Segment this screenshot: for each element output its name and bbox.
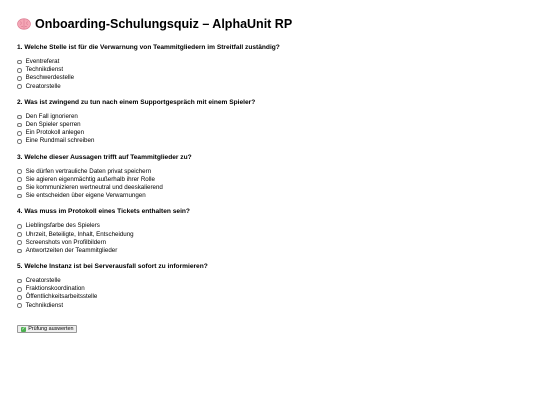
question-text: 2. Was ist zwingend zu tun nach einem Supportgespräch mit einem Spieler? [17, 98, 256, 106]
answer-option[interactable] [17, 192, 527, 200]
answer-label: Screenshots von Profilbildern [25, 238, 107, 246]
answer-label: Ein Protokoll anlegen [25, 129, 85, 137]
radio-button[interactable] [17, 240, 22, 245]
radio-button[interactable] [17, 115, 22, 120]
radio-button[interactable] [17, 295, 22, 300]
question-5 [17, 262, 527, 310]
radio-button[interactable] [17, 76, 22, 81]
answer-option[interactable] [17, 74, 527, 82]
answer-label: Creatorstelle [25, 277, 61, 285]
answer-option[interactable] [17, 293, 527, 301]
radio-button[interactable] [17, 123, 22, 128]
radio-button[interactable] [17, 139, 22, 144]
radio-button[interactable] [17, 177, 22, 182]
submit-button[interactable] [17, 325, 77, 333]
question-text: 1. Welche Stelle ist für die Verwarnung von Teammitgliedern im Streitfall zuständig? [17, 44, 280, 51]
answer-label: Uhrzeit, Beteiligte, Inhalt, Entscheidung [25, 230, 134, 238]
radio-button[interactable] [17, 60, 22, 65]
radio-button[interactable] [17, 84, 22, 89]
answer-label: Creatorstelle [25, 82, 61, 90]
question-text: 3. Welche dieser Aussagen trifft auf Teammitglieder zu? [17, 153, 192, 161]
answer-label: Sie dürfen vertrauliche Daten privat speichern [25, 167, 152, 175]
answer-label: Den Fall ignorieren [25, 112, 78, 120]
radio-button[interactable] [17, 186, 22, 191]
answer-label: Technikdienst [25, 66, 64, 74]
page-title: Onboarding-Schulungsquiz – AlphaUnit RP [35, 17, 293, 31]
answer-option[interactable] [17, 137, 527, 145]
radio-button[interactable] [17, 131, 22, 136]
answer-option[interactable] [17, 66, 527, 74]
answer-label: Öffentlichkeitsarbeitsstelle [25, 293, 98, 301]
answer-option[interactable] [17, 230, 527, 238]
answer-option[interactable] [17, 113, 527, 121]
header [17, 14, 527, 34]
answer-option[interactable] [17, 222, 527, 230]
answer-label: Sie agieren eigenmächtig außerhalb ihrer Rolle [25, 175, 155, 183]
radio-button[interactable] [17, 287, 22, 292]
radio-button[interactable] [17, 169, 22, 174]
question-4 [17, 207, 527, 255]
answer-option[interactable] [17, 121, 527, 129]
answer-option[interactable] [17, 302, 527, 310]
radio-button[interactable] [17, 303, 22, 308]
answer-label: Sie entscheiden über eigene Verwarnungen [25, 192, 146, 200]
answer-label: Den Spieler sperren [25, 121, 81, 129]
answer-label: Eine Rundmail schreiben [25, 137, 95, 145]
question-2 [17, 98, 527, 146]
radio-button[interactable] [17, 232, 22, 237]
question-1 [17, 43, 527, 91]
answer-option[interactable] [17, 168, 527, 176]
answer-option[interactable] [17, 129, 527, 137]
radio-button[interactable] [17, 194, 22, 199]
question-3 [17, 153, 527, 201]
answer-option[interactable] [17, 239, 527, 247]
answer-option[interactable] [17, 277, 527, 285]
checkmark-icon: ✓ [21, 325, 26, 332]
questions-list [17, 43, 527, 310]
quiz-page [17, 14, 527, 335]
question-text: 4. Was muss im Protokoll eines Tickets enthalten sein? [17, 208, 190, 216]
question-text: 5. Welche Instanz ist bei Serverausfall sofort zu informieren? [17, 263, 208, 270]
answer-option[interactable] [17, 83, 527, 91]
radio-button[interactable] [17, 279, 22, 284]
answer-label: Eventreferat [25, 58, 60, 66]
submit-label: Prüfung auswerten [28, 326, 74, 333]
radio-button[interactable] [17, 249, 22, 254]
answer-option[interactable] [17, 176, 527, 184]
answer-label: Technikdienst [25, 301, 64, 309]
answer-option[interactable] [17, 247, 527, 255]
answer-label: Sie kommunizieren wertneutral und deeskalierend [25, 183, 163, 191]
answer-label: Lieblingsfarbe des Spielers [25, 222, 100, 230]
answer-option[interactable] [17, 58, 527, 66]
radio-button[interactable] [17, 224, 22, 229]
answer-label: Fraktionskoordination [25, 285, 85, 293]
answer-option[interactable] [17, 285, 527, 293]
answer-label: Beschwerdestelle [25, 74, 75, 82]
brain-icon [17, 18, 31, 30]
answer-label: Antwortzeiten der Teammitglieder [25, 246, 118, 254]
answer-option[interactable] [17, 184, 527, 192]
radio-button[interactable] [17, 68, 22, 73]
